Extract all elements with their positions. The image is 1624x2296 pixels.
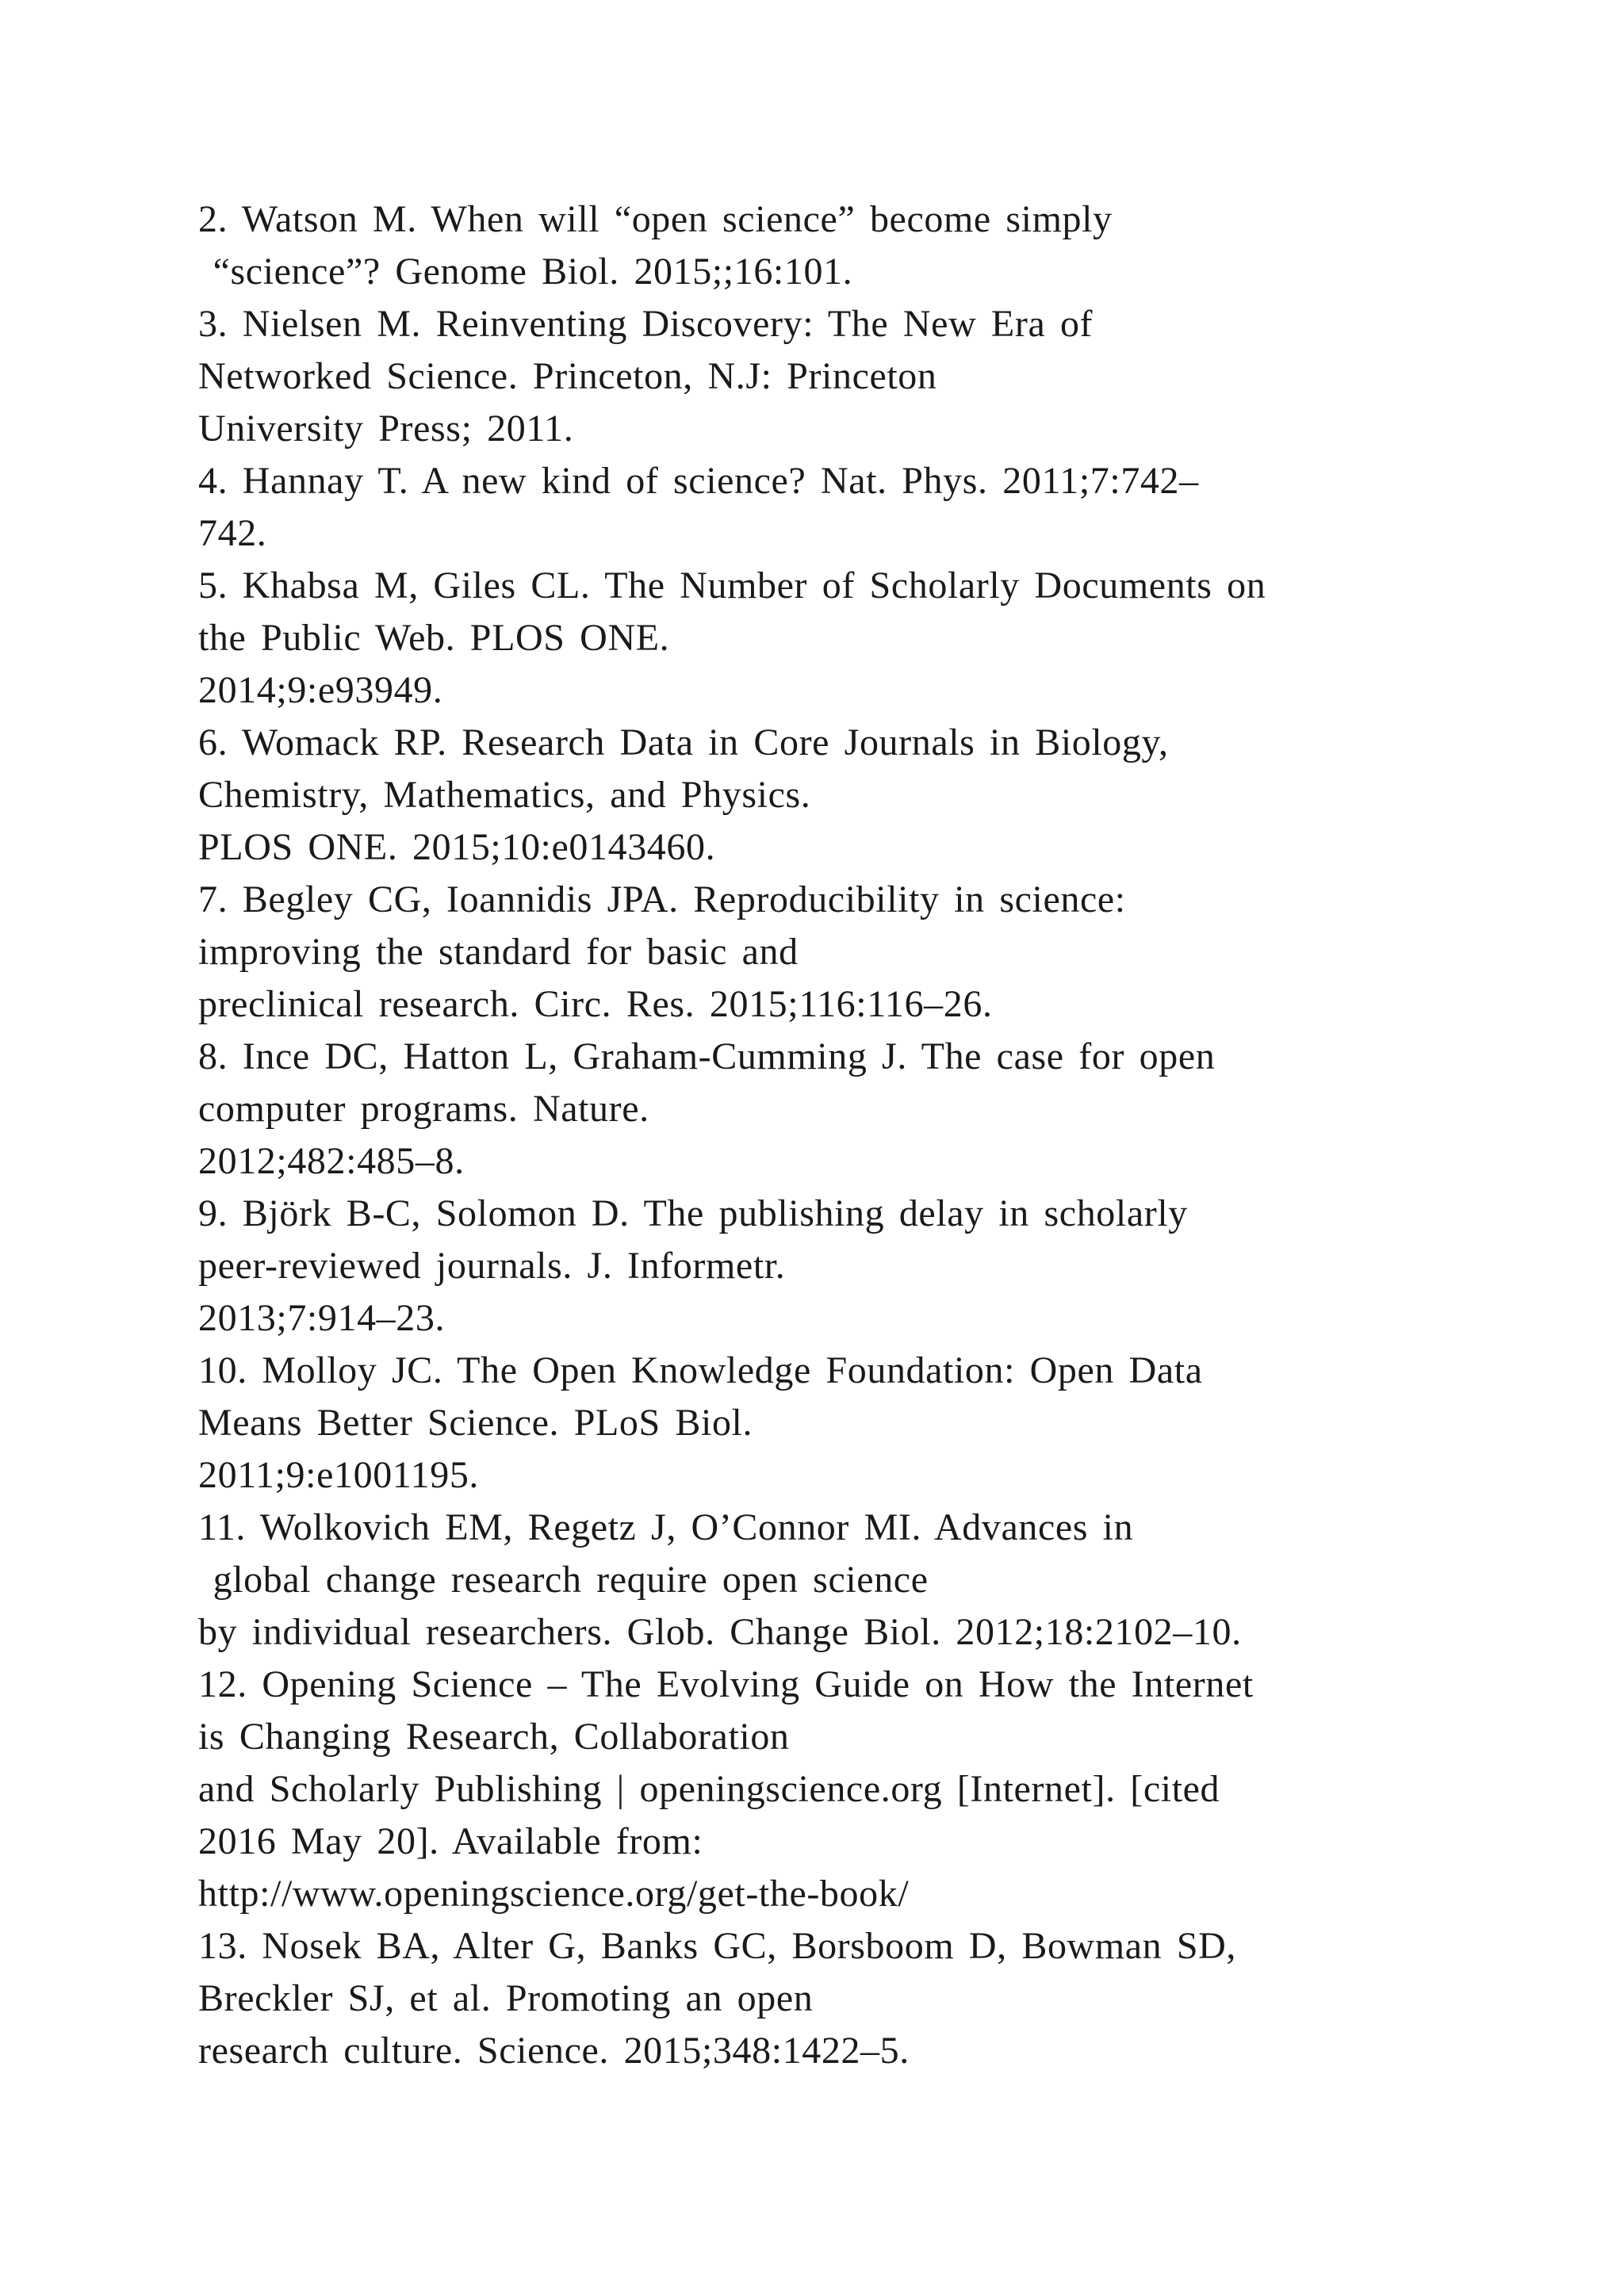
reference-3-line-2: Networked Science. Princeton, N.J: Princeton <box>198 355 937 397</box>
reference-9-line-3: 2013;7:914–23. <box>198 1297 446 1339</box>
reference-6-line-3: PLOS ONE. 2015;10:e0143460. <box>198 826 716 868</box>
reference-12-url: http://www.openingscience.org/get-the-book/ <box>198 1873 910 1915</box>
reference-8-line-1: 8. Ince DC, Hatton L, Graham-Cumming J. The case for open <box>198 1035 1216 1077</box>
reference-11-line-2: global change research require open science <box>198 1559 929 1601</box>
reference-13-line-3: research culture. Science. 2015;348:1422–5. <box>198 2030 910 2072</box>
reference-10-line-3: 2011;9:e1001195. <box>198 1454 480 1496</box>
reference-4-line-2: 742. <box>198 512 267 554</box>
reference-11-line-1: 11. Wolkovich EM, Regetz J, O’Connor MI. Advances in <box>198 1506 1134 1548</box>
reference-6-line-2: Chemistry, Mathematics, and Physics. <box>198 774 811 816</box>
reference-11-line-3: by individual researchers. Glob. Change Biol. 2012;18:2102–10. <box>198 1611 1242 1653</box>
reference-13-line-1: 13. Nosek BA, Alter G, Banks GC, Borsboom D, Bowman SD, <box>198 1925 1237 1967</box>
reference-2-line-1: 2. Watson M. When will “open science” become simply <box>198 198 1113 240</box>
reference-3-line-3: University Press; 2011. <box>198 408 574 450</box>
reference-9-line-2: peer-reviewed journals. J. Informetr. <box>198 1245 786 1287</box>
reference-list <box>198 193 1435 2077</box>
reference-2-line-2: “science”? Genome Biol. 2015;;16:101. <box>198 251 853 293</box>
reference-7-line-2: improving the standard for basic and <box>198 931 799 973</box>
reference-6-line-1: 6. Womack RP. Research Data in Core Journals in Biology, <box>198 721 1169 763</box>
reference-5-line-3: 2014;9:e93949. <box>198 669 443 711</box>
reference-4-line-1: 4. Hannay T. A new kind of science? Nat. Phys. 2011;7:742– <box>198 460 1199 502</box>
reference-7-line-3: preclinical research. Circ. Res. 2015;116:116–26. <box>198 983 993 1025</box>
reference-7-line-1: 7. Begley CG, Ioannidis JPA. Reproducibility in science: <box>198 878 1126 920</box>
reference-5-line-2: the Public Web. PLOS ONE. <box>198 617 670 659</box>
reference-12-line-2: is Changing Research, Collaboration <box>198 1716 790 1758</box>
reference-8-line-3: 2012;482:485–8. <box>198 1140 465 1182</box>
reference-3-line-1: 3. Nielsen M. Reinventing Discovery: The New Era of <box>198 303 1094 345</box>
reference-13-line-2: Breckler SJ, et al. Promoting an open <box>198 1977 814 2019</box>
reference-12-line-3: and Scholarly Publishing | openingscience.org [Internet]. [cited <box>198 1768 1220 1810</box>
reference-10-line-1: 10. Molloy JC. The Open Knowledge Foundation: Open Data <box>198 1349 1203 1391</box>
reference-12-line-1: 12. Opening Science – The Evolving Guide on How the Internet <box>198 1663 1254 1705</box>
reference-10-line-2: Means Better Science. PLoS Biol. <box>198 1402 753 1444</box>
reference-5-line-1: 5. Khabsa M, Giles CL. The Number of Scholarly Documents on <box>198 564 1266 607</box>
reference-9-line-1: 9. Björk B-C, Solomon D. The publishing delay in scholarly <box>198 1192 1188 1234</box>
reference-12-line-4: 2016 May 20]. Available from: <box>198 1820 703 1862</box>
reference-8-line-2: computer programs. Nature. <box>198 1088 649 1130</box>
